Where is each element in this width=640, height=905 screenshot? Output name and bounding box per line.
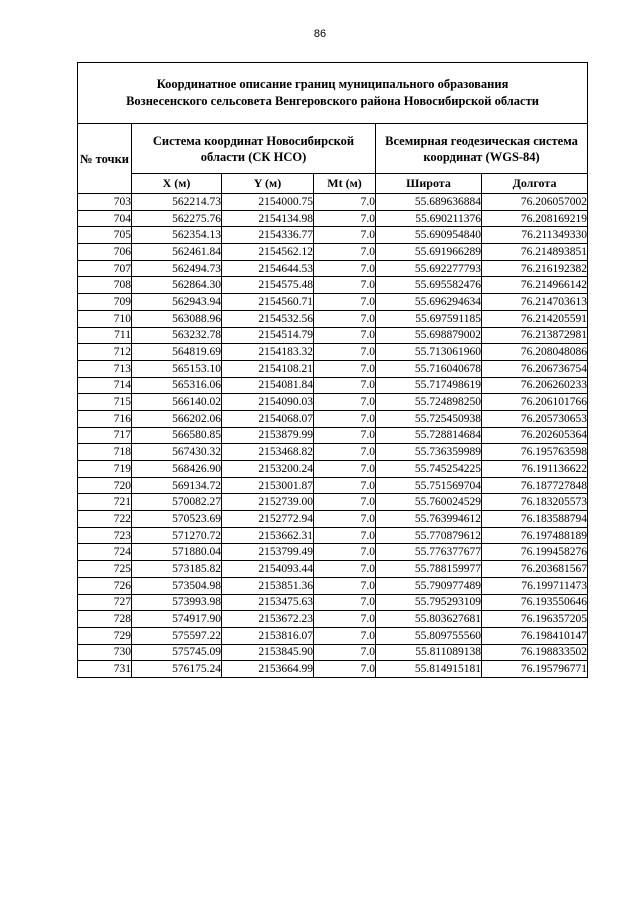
mt-cell: 7.0	[314, 277, 376, 294]
mt-cell: 7.0	[314, 410, 376, 427]
point-number-cell: 712	[78, 344, 132, 361]
table-row	[78, 410, 588, 427]
mt-cell: 7.0	[314, 344, 376, 361]
mt-cell: 7.0	[314, 427, 376, 444]
longitude-cell: 76.195796771	[482, 661, 588, 678]
y-cell: 2154560.71	[222, 294, 314, 311]
x-cell: 571270.72	[132, 527, 222, 544]
longitude-cell: 76.183588794	[482, 511, 588, 528]
latitude-cell: 55.760024529	[376, 494, 482, 511]
x-cell: 566140.02	[132, 394, 222, 411]
x-cell: 573993.98	[132, 594, 222, 611]
longitude-cell: 76.203681567	[482, 561, 588, 578]
x-cell: 575597.22	[132, 627, 222, 644]
mt-cell: 7.0	[314, 561, 376, 578]
table-row	[78, 611, 588, 628]
mt-cell: 7.0	[314, 210, 376, 227]
y-cell: 2154514.79	[222, 327, 314, 344]
latitude-cell: 55.795293109	[376, 594, 482, 611]
mt-cell: 7.0	[314, 511, 376, 528]
table-row	[78, 310, 588, 327]
longitude-cell: 76.199711473	[482, 577, 588, 594]
table-row	[78, 494, 588, 511]
y-cell: 2154532.56	[222, 310, 314, 327]
point-number-cell: 719	[78, 461, 132, 478]
latitude-cell: 55.788159977	[376, 561, 482, 578]
coordinates-table	[77, 62, 588, 678]
longitude-cell: 76.206260233	[482, 377, 588, 394]
point-number-cell: 709	[78, 294, 132, 311]
table-row	[78, 394, 588, 411]
latitude-cell: 55.776377677	[376, 544, 482, 561]
table-row	[78, 527, 588, 544]
header-point-number: № точки	[78, 124, 132, 194]
x-cell: 569134.72	[132, 477, 222, 494]
latitude-cell: 55.713061960	[376, 344, 482, 361]
table-row	[78, 461, 588, 478]
table-row	[78, 444, 588, 461]
point-number-cell: 710	[78, 310, 132, 327]
mt-cell: 7.0	[314, 477, 376, 494]
longitude-cell: 76.191136622	[482, 461, 588, 478]
y-cell: 2153475.63	[222, 594, 314, 611]
x-cell: 562494.73	[132, 260, 222, 277]
point-number-cell: 704	[78, 210, 132, 227]
mt-cell: 7.0	[314, 461, 376, 478]
latitude-cell: 55.696294634	[376, 294, 482, 311]
x-cell: 573185.82	[132, 561, 222, 578]
point-number-cell: 715	[78, 394, 132, 411]
y-cell: 2152739.00	[222, 494, 314, 511]
longitude-cell: 76.199458276	[482, 544, 588, 561]
latitude-cell: 55.690211376	[376, 210, 482, 227]
mt-cell: 7.0	[314, 527, 376, 544]
point-number-cell: 720	[78, 477, 132, 494]
longitude-cell: 76.206736754	[482, 360, 588, 377]
longitude-cell: 76.205730653	[482, 410, 588, 427]
mt-cell: 7.0	[314, 194, 376, 211]
longitude-cell: 76.197488189	[482, 527, 588, 544]
y-cell: 2154081.84	[222, 377, 314, 394]
table-body	[78, 194, 588, 678]
table-row	[78, 260, 588, 277]
longitude-cell: 76.206057002	[482, 194, 588, 211]
table-row	[78, 644, 588, 661]
longitude-cell: 76.208169219	[482, 210, 588, 227]
x-cell: 570082.27	[132, 494, 222, 511]
x-cell: 576175.24	[132, 661, 222, 678]
x-cell: 562275.76	[132, 210, 222, 227]
longitude-cell: 76.206101766	[482, 394, 588, 411]
y-cell: 2153851.36	[222, 577, 314, 594]
longitude-cell: 76.214966142	[482, 277, 588, 294]
mt-cell: 7.0	[314, 594, 376, 611]
x-cell: 562943.94	[132, 294, 222, 311]
x-cell: 566202.06	[132, 410, 222, 427]
point-number-cell: 722	[78, 511, 132, 528]
point-number-cell: 718	[78, 444, 132, 461]
y-cell: 2154183.32	[222, 344, 314, 361]
y-cell: 2154108.21	[222, 360, 314, 377]
header-latitude: Широта	[376, 174, 482, 194]
latitude-cell: 55.692277793	[376, 260, 482, 277]
latitude-cell: 55.763994612	[376, 511, 482, 528]
point-number-cell: 707	[78, 260, 132, 277]
table-row	[78, 194, 588, 211]
x-cell: 566580.85	[132, 427, 222, 444]
y-cell: 2153200.24	[222, 461, 314, 478]
latitude-cell: 55.728814684	[376, 427, 482, 444]
latitude-cell: 55.736359989	[376, 444, 482, 461]
y-cell: 2153845.90	[222, 644, 314, 661]
mt-cell: 7.0	[314, 327, 376, 344]
latitude-cell: 55.717498619	[376, 377, 482, 394]
longitude-cell: 76.195763598	[482, 444, 588, 461]
point-number-cell: 706	[78, 244, 132, 261]
mt-cell: 7.0	[314, 377, 376, 394]
x-cell: 564819.69	[132, 344, 222, 361]
mt-cell: 7.0	[314, 661, 376, 678]
y-cell: 2153662.31	[222, 527, 314, 544]
point-number-cell: 703	[78, 194, 132, 211]
header-nso-system: Система координат Новосибирской области (СК НСО)	[132, 124, 376, 174]
point-number-cell: 721	[78, 494, 132, 511]
table-row	[78, 561, 588, 578]
longitude-cell: 76.198833502	[482, 644, 588, 661]
point-number-cell: 729	[78, 627, 132, 644]
x-cell: 562864.30	[132, 277, 222, 294]
point-number-cell: 727	[78, 594, 132, 611]
mt-cell: 7.0	[314, 310, 376, 327]
latitude-cell: 55.691966289	[376, 244, 482, 261]
mt-cell: 7.0	[314, 611, 376, 628]
latitude-cell: 55.814915181	[376, 661, 482, 678]
y-cell: 2154562.12	[222, 244, 314, 261]
mt-cell: 7.0	[314, 360, 376, 377]
y-cell: 2154093.44	[222, 561, 314, 578]
latitude-cell: 55.690954840	[376, 227, 482, 244]
x-cell: 565153.10	[132, 360, 222, 377]
table-row	[78, 277, 588, 294]
x-cell: 562354.13	[132, 227, 222, 244]
longitude-cell: 76.187727848	[482, 477, 588, 494]
x-cell: 575745.09	[132, 644, 222, 661]
longitude-cell: 76.214703613	[482, 294, 588, 311]
mt-cell: 7.0	[314, 644, 376, 661]
longitude-cell: 76.196357205	[482, 611, 588, 628]
y-cell: 2153799.49	[222, 544, 314, 561]
point-number-cell: 730	[78, 644, 132, 661]
x-cell: 562214.73	[132, 194, 222, 211]
longitude-cell: 76.211349330	[482, 227, 588, 244]
table-row	[78, 661, 588, 678]
y-cell: 2154068.07	[222, 410, 314, 427]
mt-cell: 7.0	[314, 627, 376, 644]
table-row	[78, 360, 588, 377]
latitude-cell: 55.803627681	[376, 611, 482, 628]
table-row	[78, 427, 588, 444]
y-cell: 2153468.82	[222, 444, 314, 461]
point-number-cell: 725	[78, 561, 132, 578]
x-cell: 563088.96	[132, 310, 222, 327]
y-cell: 2153664.99	[222, 661, 314, 678]
table-row	[78, 227, 588, 244]
x-cell: 562461.84	[132, 244, 222, 261]
mt-cell: 7.0	[314, 394, 376, 411]
latitude-cell: 55.689636884	[376, 194, 482, 211]
point-number-cell: 717	[78, 427, 132, 444]
y-cell: 2154000.75	[222, 194, 314, 211]
table-row	[78, 344, 588, 361]
latitude-cell: 55.697591185	[376, 310, 482, 327]
latitude-cell: 55.809755560	[376, 627, 482, 644]
point-number-cell: 711	[78, 327, 132, 344]
latitude-cell: 55.770879612	[376, 527, 482, 544]
point-number-cell: 714	[78, 377, 132, 394]
y-cell: 2154336.77	[222, 227, 314, 244]
longitude-cell: 76.216192382	[482, 260, 588, 277]
y-cell: 2153879.99	[222, 427, 314, 444]
point-number-cell: 708	[78, 277, 132, 294]
table-row	[78, 511, 588, 528]
table-row	[78, 477, 588, 494]
point-number-cell: 723	[78, 527, 132, 544]
table-row	[78, 210, 588, 227]
mt-cell: 7.0	[314, 227, 376, 244]
page-number: 86	[313, 28, 327, 40]
latitude-cell: 55.811089138	[376, 644, 482, 661]
longitude-cell: 76.213872981	[482, 327, 588, 344]
y-cell: 2153001.87	[222, 477, 314, 494]
x-cell: 567430.32	[132, 444, 222, 461]
mt-cell: 7.0	[314, 544, 376, 561]
header-x: X (м)	[132, 174, 222, 194]
longitude-cell: 76.214205591	[482, 310, 588, 327]
longitude-cell: 76.202605364	[482, 427, 588, 444]
mt-cell: 7.0	[314, 294, 376, 311]
point-number-cell: 705	[78, 227, 132, 244]
y-cell: 2152772.94	[222, 511, 314, 528]
x-cell: 565316.06	[132, 377, 222, 394]
latitude-cell: 55.724898250	[376, 394, 482, 411]
y-cell: 2154644.53	[222, 260, 314, 277]
longitude-cell: 76.183205573	[482, 494, 588, 511]
mt-cell: 7.0	[314, 577, 376, 594]
table-title	[78, 63, 588, 124]
y-cell: 2154090.03	[222, 394, 314, 411]
point-number-cell: 726	[78, 577, 132, 594]
title-line-1: Координатное описание границ муниципального образования	[156, 77, 509, 91]
table-row	[78, 327, 588, 344]
table-row	[78, 577, 588, 594]
header-longitude: Долгота	[482, 174, 588, 194]
longitude-cell: 76.198410147	[482, 627, 588, 644]
latitude-cell: 55.698879002	[376, 327, 482, 344]
longitude-cell: 76.214893851	[482, 244, 588, 261]
x-cell: 568426.90	[132, 461, 222, 478]
x-cell: 570523.69	[132, 511, 222, 528]
latitude-cell: 55.695582476	[376, 277, 482, 294]
x-cell: 574917.90	[132, 611, 222, 628]
latitude-cell: 55.751569704	[376, 477, 482, 494]
header-mt: Mt (м)	[314, 174, 376, 194]
x-cell: 571880.04	[132, 544, 222, 561]
table-row	[78, 377, 588, 394]
mt-cell: 7.0	[314, 444, 376, 461]
title-line-2: Вознесенского сельсовета Венгеровского района Новосибирской области	[126, 94, 539, 108]
table-row	[78, 627, 588, 644]
point-number-cell: 724	[78, 544, 132, 561]
y-cell: 2153816.07	[222, 627, 314, 644]
mt-cell: 7.0	[314, 494, 376, 511]
y-cell: 2154134.98	[222, 210, 314, 227]
x-cell: 563232.78	[132, 327, 222, 344]
point-number-cell: 716	[78, 410, 132, 427]
header-wgs-system: Всемирная геодезическая система координат (WGS-84)	[376, 124, 588, 174]
latitude-cell: 55.745254225	[376, 461, 482, 478]
mt-cell: 7.0	[314, 244, 376, 261]
point-number-cell: 731	[78, 661, 132, 678]
table-row	[78, 244, 588, 261]
table-row	[78, 544, 588, 561]
x-cell: 573504.98	[132, 577, 222, 594]
longitude-cell: 76.208048086	[482, 344, 588, 361]
point-number-cell: 728	[78, 611, 132, 628]
table-row	[78, 594, 588, 611]
latitude-cell: 55.716040678	[376, 360, 482, 377]
y-cell: 2153672.23	[222, 611, 314, 628]
y-cell: 2154575.48	[222, 277, 314, 294]
table-row	[78, 294, 588, 311]
point-number-cell: 713	[78, 360, 132, 377]
latitude-cell: 55.725450938	[376, 410, 482, 427]
longitude-cell: 76.193550646	[482, 594, 588, 611]
latitude-cell: 55.790977489	[376, 577, 482, 594]
header-y: Y (м)	[222, 174, 314, 194]
mt-cell: 7.0	[314, 260, 376, 277]
